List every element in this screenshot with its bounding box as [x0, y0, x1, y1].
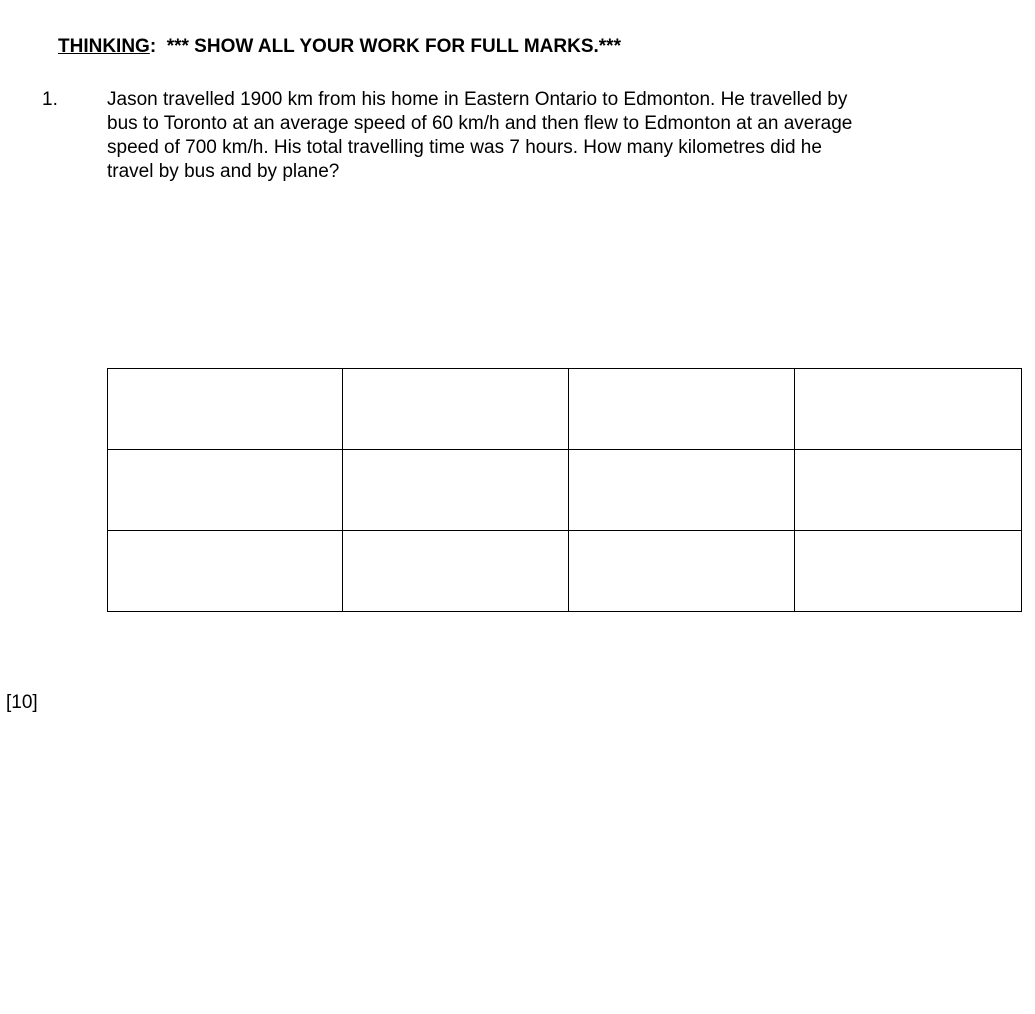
- table-cell[interactable]: [343, 531, 569, 612]
- work-table: [107, 368, 1022, 612]
- table-cell[interactable]: [569, 531, 795, 612]
- question-line: bus to Toronto at an average speed of 60 km/h and then flew to Edmonton at an average: [107, 113, 853, 134]
- marks-value: [10]: [6, 692, 38, 713]
- table-cell[interactable]: [795, 369, 1022, 450]
- question-line: speed of 700 km/h. His total travelling time was 7 hours. How many kilometres did he: [107, 137, 822, 158]
- heading-instruction: *** SHOW ALL YOUR WORK FOR FULL MARKS.***: [166, 36, 621, 57]
- table-cell[interactable]: [343, 450, 569, 531]
- table-cell[interactable]: [795, 531, 1022, 612]
- heading-separator: :: [149, 36, 157, 57]
- table-row: [108, 369, 1022, 450]
- table-cell[interactable]: [569, 369, 795, 450]
- table-cell[interactable]: [569, 450, 795, 531]
- table-cell[interactable]: [795, 450, 1022, 531]
- table-cell[interactable]: [343, 369, 569, 450]
- table-row: [108, 531, 1022, 612]
- question-line: travel by bus and by plane?: [107, 161, 340, 182]
- question-number: 1.: [42, 89, 58, 110]
- table-cell[interactable]: [108, 531, 343, 612]
- heading-label: THINKING: [58, 36, 150, 57]
- question-text: [107, 88, 1012, 184]
- table-row: [108, 450, 1022, 531]
- section-heading: [58, 34, 621, 60]
- table-cell[interactable]: [108, 450, 343, 531]
- question-line: Jason travelled 1900 km from his home in Eastern Ontario to Edmonton. He travelled by: [107, 89, 848, 110]
- table-cell[interactable]: [108, 369, 343, 450]
